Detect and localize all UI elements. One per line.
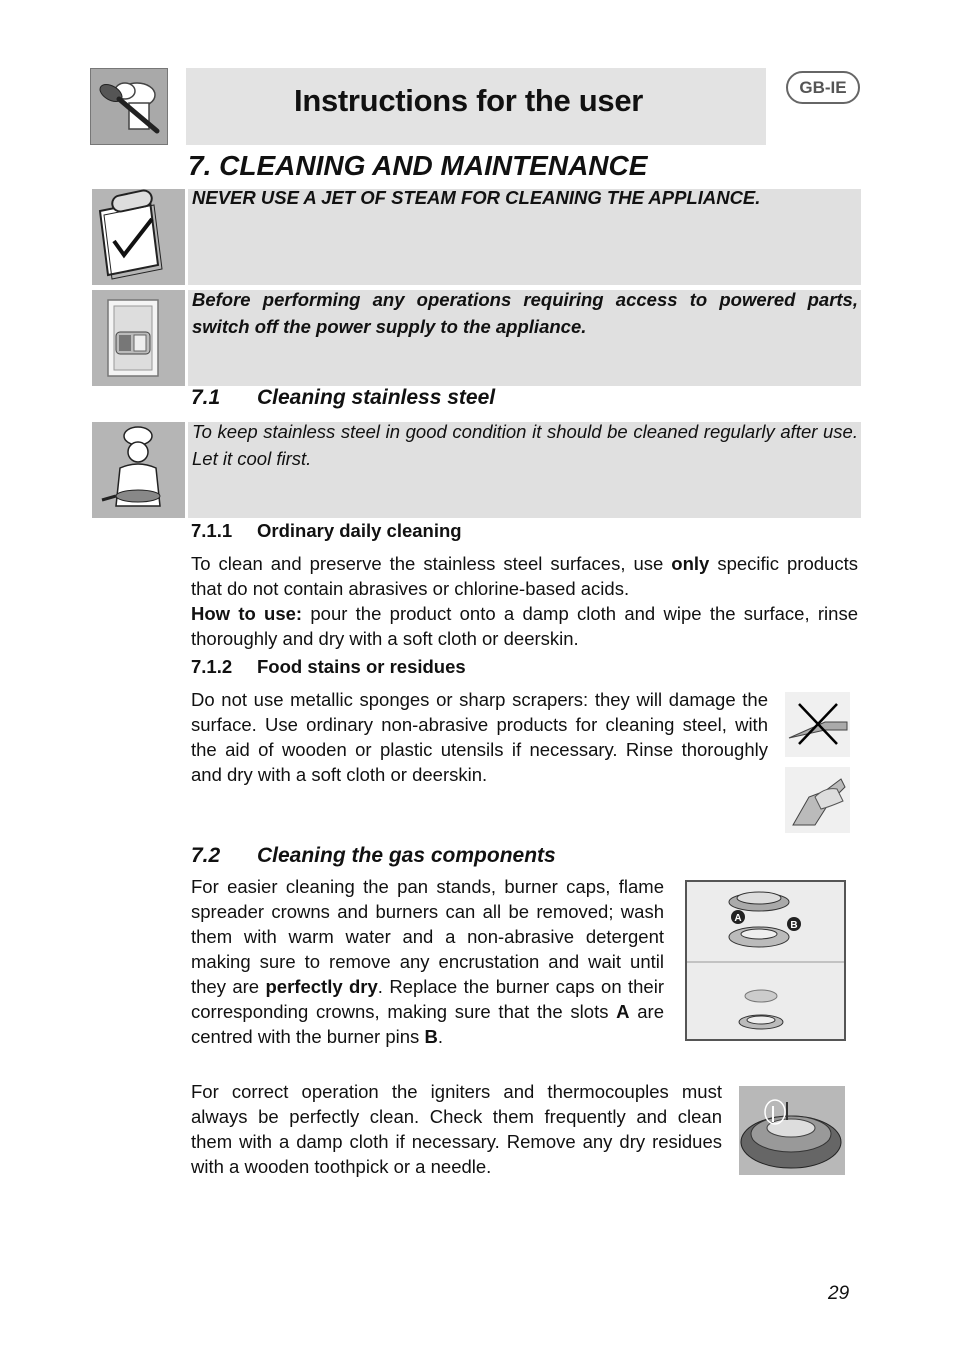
label-a: A (734, 913, 742, 924)
page-title: Instructions for the user (294, 83, 644, 118)
igniters-text: For correct operation the igniters and thermocouples must always be perfectly clean. Check them frequently and clean them with a damp cloth if necessary. Remove any dry residues with a wooden toothpick or a needle. (191, 1081, 722, 1177)
subsection-title-7-1: 7.1 Cleaning stainless steel (191, 386, 496, 409)
daily-cleaning-text: To clean and preserve the stainless steel surfaces, use only specific products that do not contain abrasives or chlorine-based acids. How to use: pour the product onto a damp cloth and wipe the surface, rinse thoroughly and dry with a soft cloth or deerskin. (191, 553, 858, 649)
stainless-intro-text: To keep stainless steel in good condition it should be cleaned regularly after use. Let it cool first. (192, 421, 858, 469)
region-badge: GB-IE (786, 71, 860, 104)
burner-assembly-image (685, 880, 846, 1041)
power-icon-box (92, 290, 185, 386)
crossed-knife-icon (785, 692, 850, 757)
subsection-title-7-1-2: 7.1.2 Food stains or residues (191, 656, 466, 677)
notepad-icon-box (92, 189, 185, 285)
logo (90, 68, 168, 145)
food-stains-text: Do not use metallic sponges or sharp scrapers: they will damage the surface. Use ordinary non-abrasive products for cleaning steel, with the aid of wooden or plastic utensils if necessary. Rinse thoroughly and dry with a soft cloth or deerskin. (191, 689, 768, 785)
page-number: 29 (828, 1283, 850, 1304)
crossed-knife-image (785, 692, 850, 757)
chef-icon (92, 422, 185, 518)
burner-igniter-icon (739, 1086, 845, 1175)
subsection-title-7-2: 7.2 Cleaning the gas components (191, 844, 556, 867)
label-b: B (790, 920, 798, 931)
burner-assembly-icon (687, 882, 844, 1039)
gas-components-text: For easier cleaning the pan stands, burner caps, flame spreader crowns and burners can all be removed; wash them with warm water and a non-abrasive detergent making sure to remove any encrustation and wait until they are perfectly dry. Replace the burner caps on their corresponding crowns, making sure that the slots A are centred with the burner pins B. (191, 876, 664, 1047)
hand-cloth-image (785, 767, 850, 833)
chef-icon-box (92, 422, 185, 518)
subsection-title-7-1-1: 7.1.1 Ordinary daily cleaning (191, 520, 462, 541)
notepad-checkmark-icon (92, 189, 185, 285)
hand-cloth-icon (785, 767, 850, 833)
power-switch-icon (92, 290, 185, 386)
spoon-chef-hat-icon (91, 69, 167, 144)
burner-igniter-image (739, 1086, 845, 1175)
steam-warning-text: NEVER USE A JET OF STEAM FOR CLEANING THE APPLIANCE. (192, 187, 761, 208)
power-warning-text: Before performing any operations requiring access to powered parts, switch off the power supply to the appliance. (192, 289, 858, 337)
section-title: 7. CLEANING AND MAINTENANCE (188, 150, 648, 181)
